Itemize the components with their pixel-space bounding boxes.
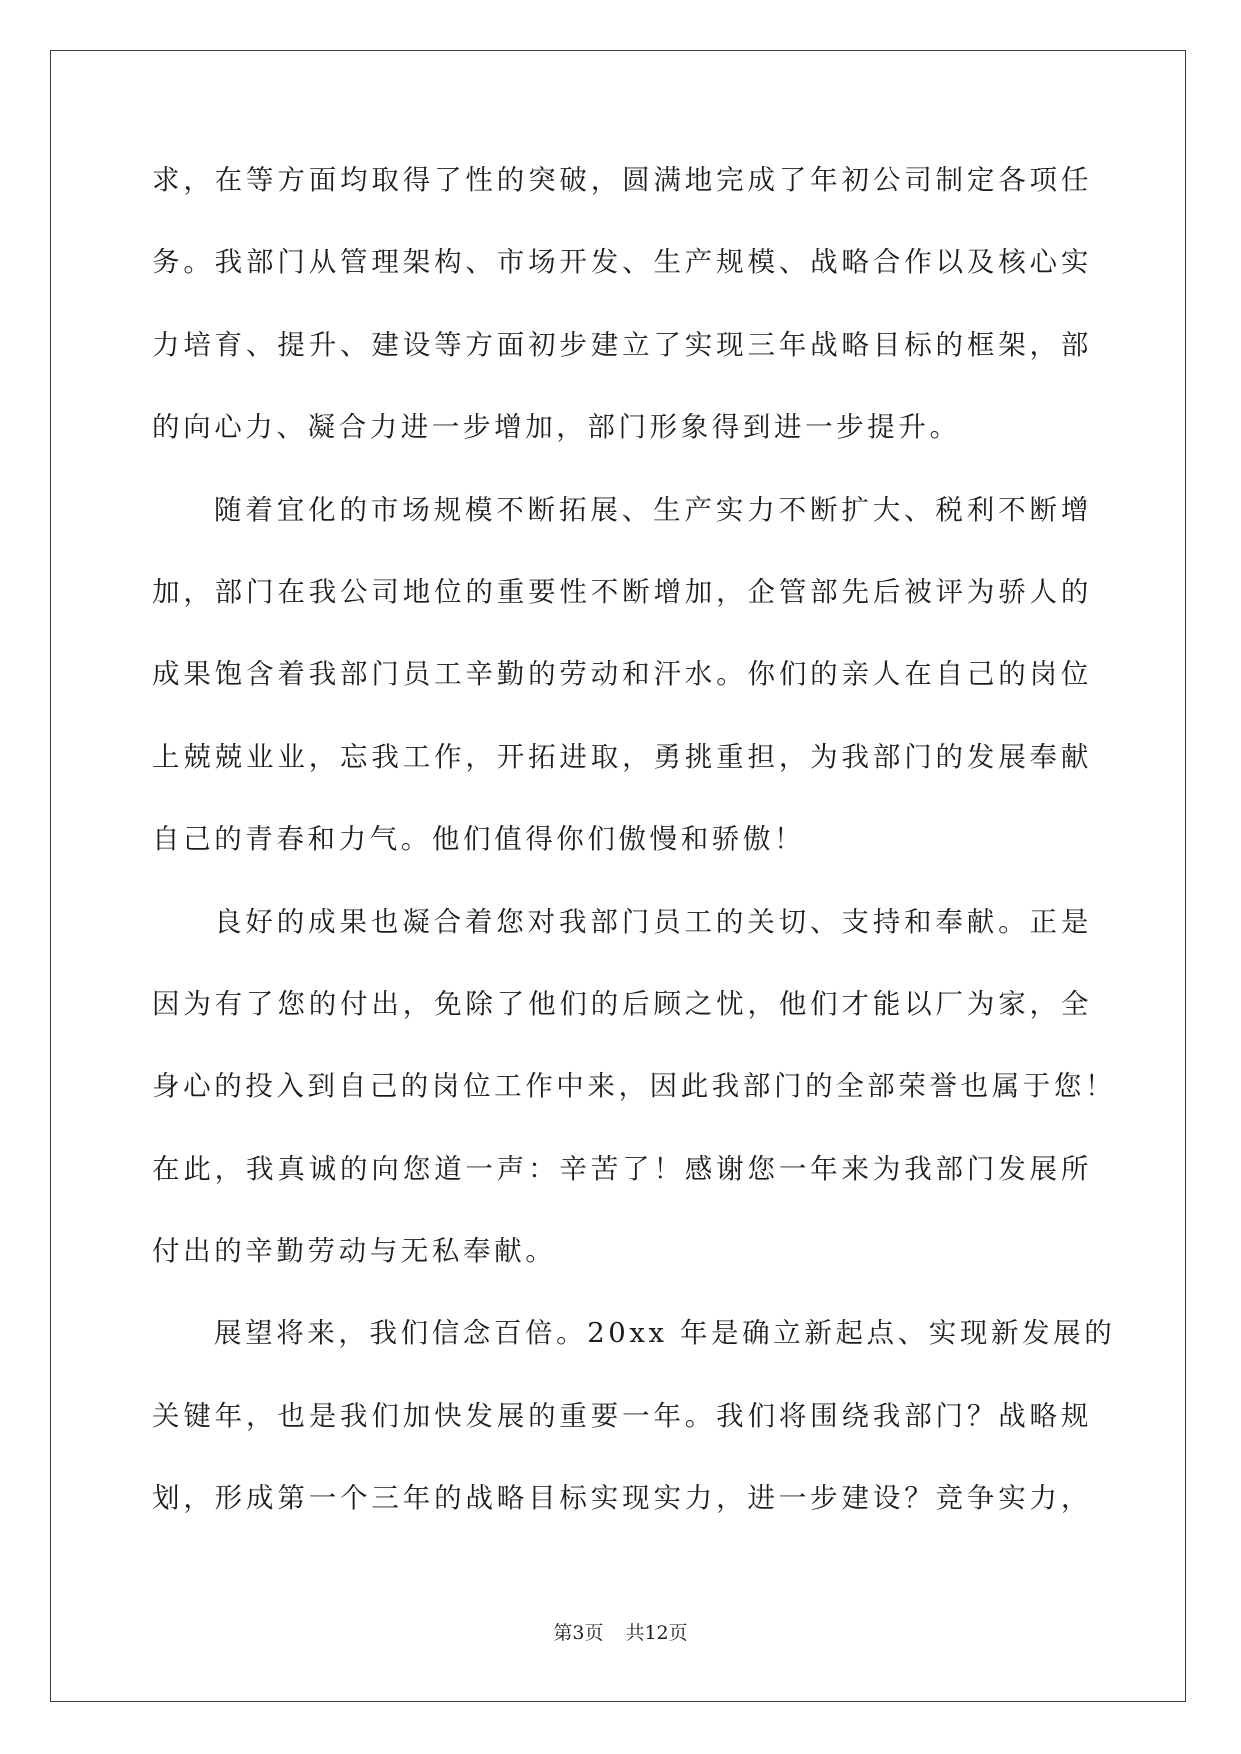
text-line: 划，形成第一个三年的战略目标实现实力，进一步建设？竞争实力，: [152, 1482, 1092, 1515]
text-line: 力培育、提升、建设等方面初步建立了实现三年战略目标的框架，部: [152, 328, 1092, 361]
text-line: 在此，我真诚的向您道一声：辛苦了！感谢您一年来为我部门发展所: [152, 1152, 1092, 1185]
text-line: 关键年，也是我们加快发展的重要一年。我们将围绕我部门？战略规: [152, 1399, 1092, 1432]
document-body: [152, 164, 1117, 1566]
text-line: 展望将来，我们信念百倍。20xx 年是确立新起点、实现新发展的: [214, 1317, 1116, 1350]
text-line: 加，部门在我公司地位的重要性不断增加，企管部先后被评为骄人的: [152, 575, 1092, 608]
text-line: 上兢兢业业，忘我工作，开拓进取，勇挑重担，为我部门的发展奉献: [152, 740, 1092, 773]
page-total: 共12页: [625, 1622, 688, 1644]
text-line: 良好的成果也凝合着您对我部门员工的关切、支持和奉献。正是: [214, 905, 1092, 938]
text-line: 随着宜化的市场规模不断拓展、生产实力不断扩大、税利不断增: [214, 493, 1092, 526]
text-line: 求，在等方面均取得了性的突破，圆满地完成了年初公司制定各项任: [152, 164, 1092, 196]
text-line: 的向心力、凝合力进一步增加，部门形象得到进一步提升。: [152, 411, 961, 444]
text-line: 付出的辛勤劳动与无私奉献。: [152, 1235, 557, 1268]
text-line: 因为有了您的付出，免除了他们的后顾之忧，他们才能以厂为家，全: [152, 987, 1092, 1020]
text-line: 务。我部门从管理架构、市场开发、生产规模、战略合作以及核心实: [152, 246, 1092, 279]
text-line: 自己的青春和力气。他们值得你们傲慢和骄傲！: [152, 823, 806, 856]
page-footer: [0, 1618, 1241, 1645]
page-number: 第3页: [553, 1622, 604, 1644]
text-line: 成果饱含着我部门员工辛勤的劳动和汗水。你们的亲人在自己的岗位: [152, 658, 1092, 691]
text-line: 身心的投入到自己的岗位工作中来，因此我部门的全部荣誉也属于您！: [152, 1070, 1117, 1103]
